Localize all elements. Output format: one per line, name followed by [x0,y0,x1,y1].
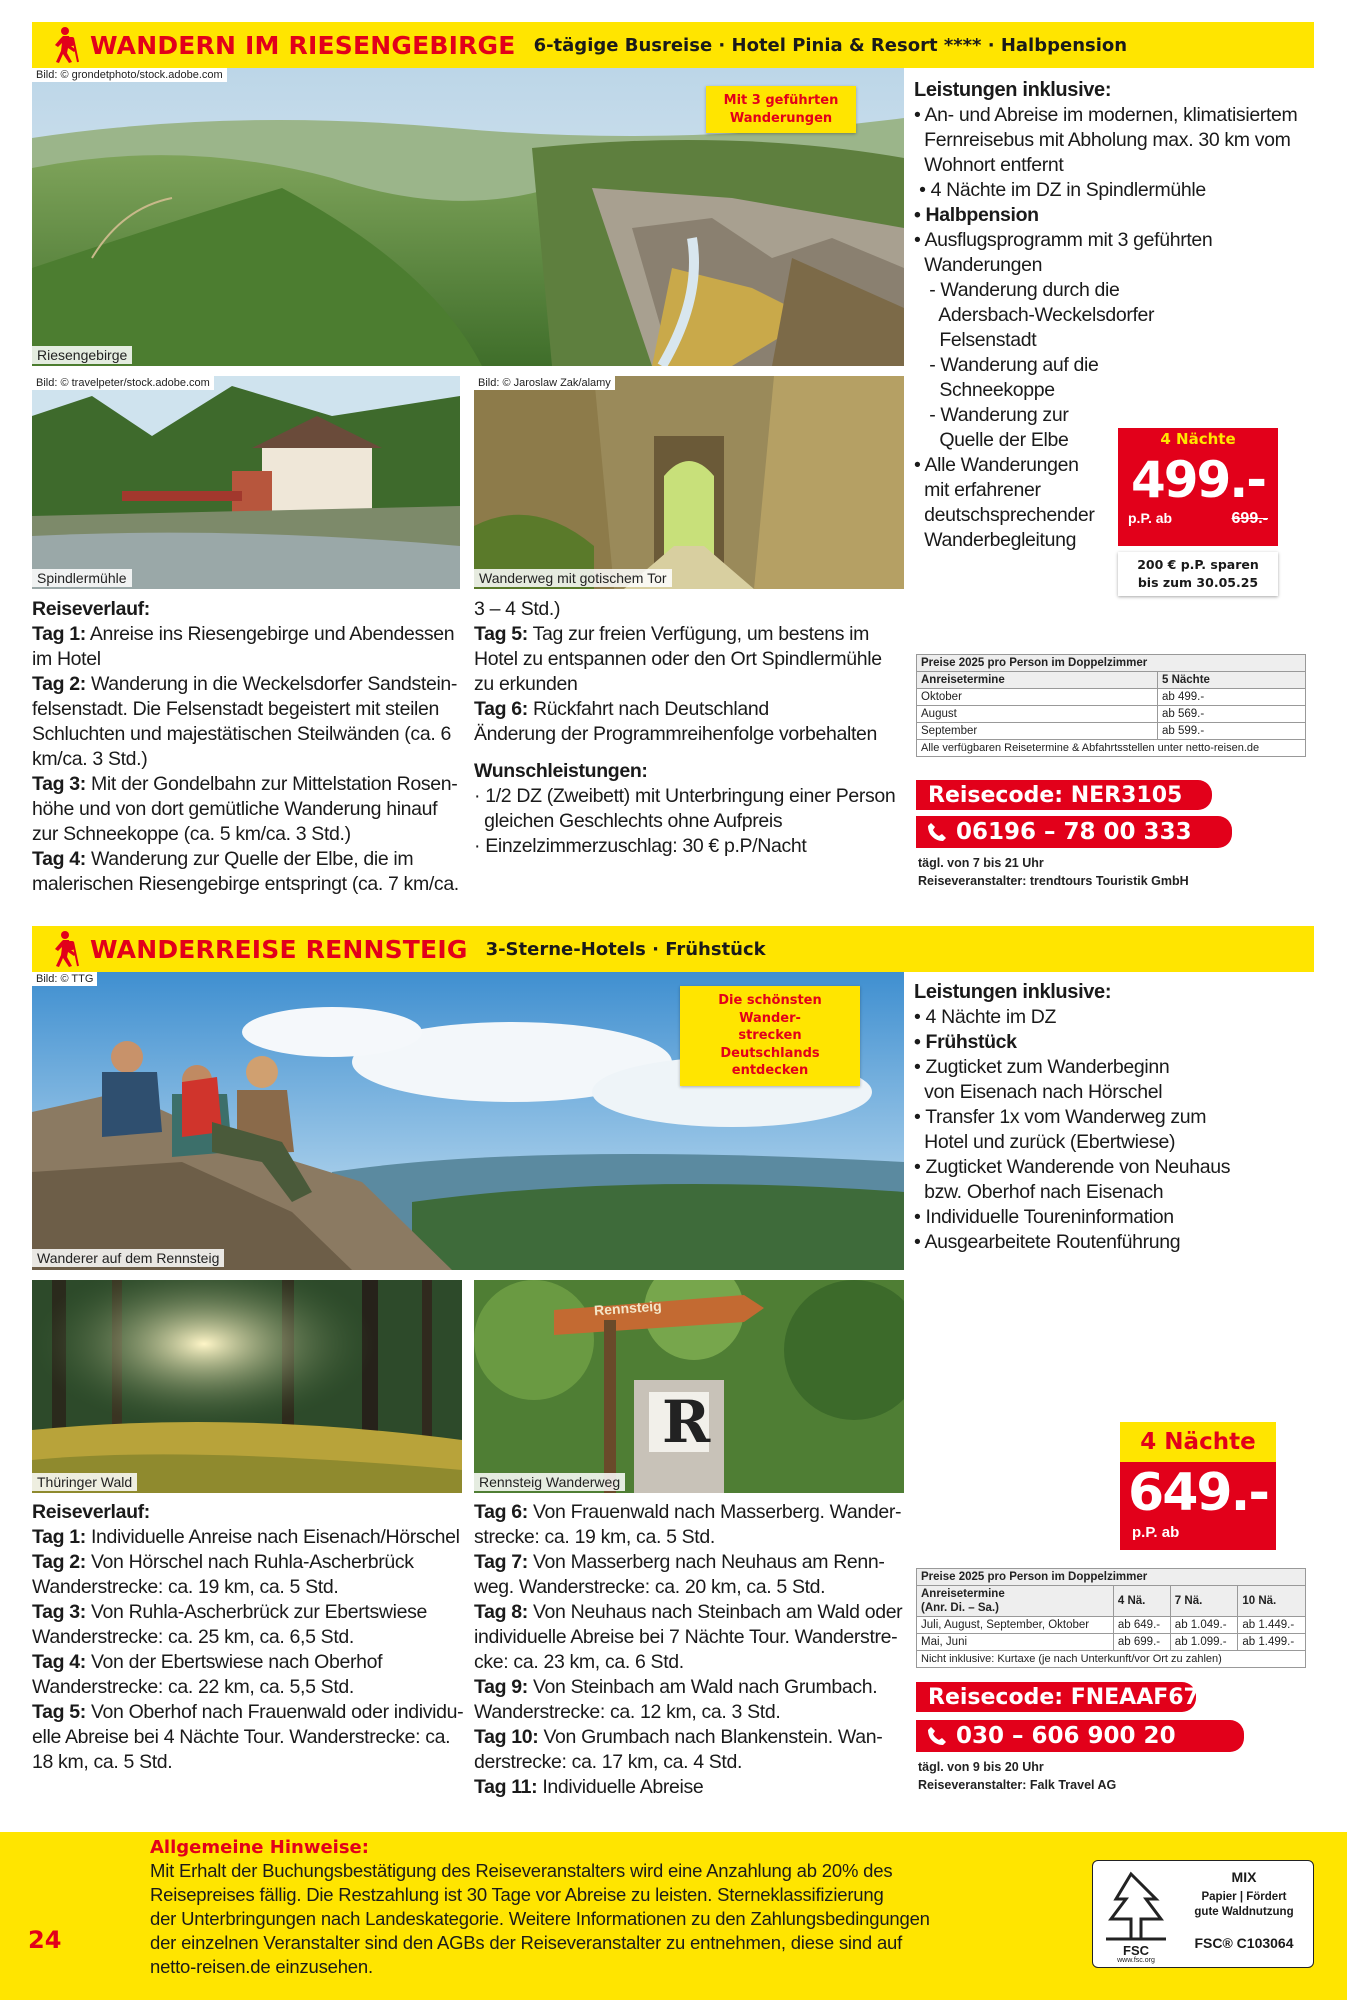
list-item: • Ausflugsprogramm mit 3 geführten [914,229,1213,251]
section1-reiseverlauf-col2 [474,597,906,859]
price-table: Preise 2025 pro Person im Doppelzimmer Anreisetermine (Anr. Di. – Sa.) 4 Nä. 7 Nä. 10 Nä. Juli, August, September, Oktober ab 649.- ab 1.049.- ab 1.449.- Mai, Juni ab 699.- ab 1.099.- ab 1.499.- Nicht inklusive: Kurtaxe (je nach Unterkunft/vor Ort zu zahlen) [916,1568,1306,1668]
day-label: Tag 5: [32,1701,86,1723]
page-number: 24 [28,1926,62,1954]
table-row: September ab 599.- [917,723,1306,740]
list-item: Schneekoppe [914,379,1055,401]
phone-badge[interactable] [916,816,1232,848]
text-line: Tag 4: Von der Ebertswiese nach Oberhof [32,1651,383,1673]
text-line: 18 km, ca. 5 Std. [32,1751,173,1773]
table-row: August ab 569.- [917,706,1306,723]
reisecode-badge: Reisecode: FNEAAF67 [916,1682,1196,1712]
text-line: Tag 1: Anreise ins Riesengebirge und Abendessen [32,623,455,645]
day-label: Tag 8: [474,1601,528,1623]
notes-title: Allgemeine Hinweise: [150,1837,369,1858]
text-line: Tag 4: Wanderung zur Quelle der Elbe, die im [32,848,414,870]
price-box [1120,1422,1276,1550]
phone-icon [926,821,948,843]
table-row: Juli, August, September, Oktober ab 649.- ab 1.049.- ab 1.449.- [917,1617,1306,1634]
rennsteig-sign-photo [474,1280,904,1493]
table-footer: Nicht inklusive: Kurtaxe (je nach Unterkunft/vor Ort zu zahlen) [917,1651,1306,1668]
phone-number: 030 – 606 900 20 [956,1723,1176,1749]
list-item: • An- und Abreise im modernen, klimatisiertem [914,104,1298,126]
list-item: • Individuelle Toureninformation [914,1206,1174,1228]
list-item: • 4 Nächte im DZ [914,1006,1057,1028]
guided-hikes-badge: Mit 3 geführten Wanderungen [706,86,856,133]
text-line: Wanderstrecke: ca. 19 km, ca. 5 Std. [32,1576,339,1598]
photo-credit: Bild: © Jaroslaw Zak/alamy [474,376,615,390]
text-line: 3 – 4 Std.) [474,598,561,620]
fsc-logo-text: FSC [1123,1943,1149,1958]
day-label: Tag 11: [474,1776,538,1798]
photo-caption: Riesengebirge [32,346,132,364]
leistungen-title: Leistungen inklusive: [914,981,1112,1003]
list-item: Hotel und zurück (Ebertwiese) [914,1131,1176,1153]
list-item: Fernreisebus mit Abholung max. 30 km vom [914,129,1291,151]
thueringer-wald-photo [32,1280,462,1493]
text-line: malerischen Riesengebirge entspringt (ca. 7 km/ca. [32,873,459,895]
phone-number: 06196 – 78 00 333 [956,819,1192,845]
day-label: Tag 4: [32,1651,86,1673]
day-label: Tag 10: [474,1726,539,1748]
reiseverlauf-title: Reiseverlauf: [32,598,150,620]
day-label: Tag 3: [32,1601,86,1623]
list-item: Felsenstadt [914,329,1037,351]
general-notes [150,1837,1070,1979]
operator: Reiseveranstalter: trendtours Touristik GmbH [918,874,1189,888]
list-item: deutschsprechender [914,504,1095,526]
text-line: felsenstadt. Die Felsenstadt begeistert mit steilen [32,698,440,720]
text-line: Wanderstrecke: ca. 12 km, ca. 3 Std. [474,1701,781,1723]
text-line: Tag 8: Von Neuhaus nach Steinbach am Wald oder [474,1601,903,1623]
hiker-icon [48,26,82,64]
text-line: Schluchten und majestätischen Steilwänden (ca. 6 [32,723,451,745]
list-item: mit erfahrener [914,479,1041,501]
sign-letter: R [662,1388,711,1456]
photo-caption: Rennsteig Wanderweg [474,1473,625,1491]
text-line: Hotel zu entspannen oder den Ort Spindlermühle [474,648,882,670]
text-line: Tag 1: Individuelle Anreise nach Eisenach/Hörschel [32,1526,460,1548]
day-label: Tag 4: [32,848,86,870]
section2-header [32,926,1314,972]
list-item: netto-reisen.de einzusehen. [150,1956,373,1977]
text-line: höhe und von dort gemütliche Wanderung hinauf [32,798,438,820]
text-line: zur Schneekoppe (ca. 5 km/ca. 3 Std.) [32,823,351,845]
best-trails-badge: Die schönsten Wander- strecken Deutschlands entdecken [680,986,860,1086]
list-item: der einzelnen Veranstalter sind den AGBs der Reiseveranstalter zu entnehmen, diese sind auf [150,1932,903,1953]
text-line: Tag 6: Rückfahrt nach Deutschland [474,698,769,720]
text-line: strecke: ca. 19 km, ca. 5 Std. [474,1526,715,1548]
list-item: · 1/2 DZ (Zweibett) mit Unterbringung einer Person [474,785,896,807]
photo-caption: Spindlermühle [32,569,132,587]
photo-credit: Bild: © grondetphoto/stock.adobe.com [32,68,227,82]
list-item: - Wanderung zur [914,404,1069,426]
list-item: Reisepreises fällig. Die Restzahlung ist 30 Tage vor Abreise zu leisten. Sterneklassifizierung [150,1884,884,1905]
phone-badge[interactable] [916,1720,1244,1752]
day-label: Tag 5: [474,623,528,645]
list-item: · Einzelzimmerzuschlag: 30 € p.P/Nacht [474,835,807,857]
table-row: Oktober ab 499.- [917,689,1306,706]
text-line: cke: ca. 23 km, ca. 6 Std. [474,1651,684,1673]
nights-label: 4 Nächte [1120,1422,1276,1462]
fsc-label [1092,1860,1314,1968]
table-row: Mai, Juni ab 699.- ab 1.099.- ab 1.499.- [917,1634,1306,1651]
price-amount: 499.- [1130,451,1266,509]
text-line: Änderung der Programmreihenfolge vorbehalten [474,723,878,745]
list-item: • 4 Nächte im DZ in Spindlermühle [914,179,1206,201]
price-pp-label: p.P. ab [1132,1524,1180,1541]
price-table: Preise 2025 pro Person im Doppelzimmer Anreisetermine 5 Nächte Oktober ab 499.- August ab 569.- September ab 599.- Alle verfügbaren Reisetermine & Abfahrtsstellen unter netto-reisen.de [916,654,1306,757]
section1-subtitle: 6-tägige Busreise · Hotel Pinia & Resort **** · Halbpension [533,34,1128,56]
table-title: Preise 2025 pro Person im Doppelzimmer [917,1569,1306,1586]
reiseverlauf-title: Reiseverlauf: [32,1501,150,1523]
day-label: Tag 3: [32,773,86,795]
list-item: • Ausgearbeitete Routenführung [914,1231,1181,1253]
list-item: • Transfer 1x vom Wanderweg zum [914,1106,1207,1128]
list-item: Quelle der Elbe [914,429,1069,451]
list-item: Mit Erhalt der Buchungsbestätigung des Reiseveranstalters wird eine Anzahlung ab 20% des [150,1860,893,1881]
price-pp-label: p.P. ab [1128,510,1173,526]
fsc-tree-icon [1101,1869,1171,1949]
text-line: Tag 5: Von Oberhof nach Frauenwald oder individu- [32,1701,464,1723]
text-line: Tag 9: Von Steinbach am Wald nach Grumbach. [474,1676,878,1698]
nights-label: 4 Nächte [1118,428,1278,450]
fsc-url: www.fsc.org [1117,1957,1155,1964]
list-item: Wanderbegleitung [914,529,1077,551]
section2-subtitle: 3-Sterne-Hotels · Frühstück [485,938,766,960]
section1-header [32,22,1314,68]
text-line: Tag 3: Von Ruhla-Ascherbrück zur Ebertswiese [32,1601,427,1623]
text-line: Tag 2: Wanderung in die Weckelsdorfer Sandstein- [32,673,458,695]
day-label: Tag 9: [474,1676,528,1698]
list-item: der Unterbringungen nach Landeskategorie. Weitere Informationen zu den Zahlungsbedingungen [150,1908,930,1929]
photo-caption: Thüringer Wald [32,1473,137,1491]
section1-reiseverlauf-col1 [32,597,462,897]
day-label: Tag 1: [32,1526,86,1548]
list-item: Wanderungen [914,254,1043,276]
list-item: • Halbpension [914,204,1039,226]
phone-icon [926,1725,948,1747]
table-footer: Alle verfügbaren Reisetermine & Abfahrtsstellen unter netto-reisen.de [917,740,1306,757]
list-item: Wohnort entfernt [914,154,1064,176]
list-item: - Wanderung durch die [914,279,1120,301]
text-line: Tag 10: Von Grumbach nach Blankenstein. Wan- [474,1726,883,1748]
text-line: km/ca. 3 Std.) [32,748,148,770]
text-line: Tag 5: Tag zur freien Verfügung, um bestens im [474,623,870,645]
list-item: • Frühstück [914,1031,1017,1053]
photo-caption: Wanderweg mit gotischem Tor [474,569,672,587]
day-label: Tag 2: [32,1551,86,1573]
photo-credit: Bild: © TTG [32,972,97,986]
fsc-line1: Papier | Fördert [1201,1891,1287,1903]
fsc-code: FSC® C103064 [1194,1935,1294,1951]
day-label: Tag 7: [474,1551,528,1573]
section2-reiseverlauf-col1 [32,1500,462,1775]
list-item: bzw. Oberhof nach Eisenach [914,1181,1164,1203]
section2-reiseverlauf-col2 [474,1500,906,1800]
list-item: • Alle Wanderungen [914,454,1079,476]
list-item: gleichen Geschlechts ohne Aufpreis [474,810,783,832]
text-line: Wanderstrecke: ca. 25 km, ca. 6,5 Std. [32,1626,354,1648]
list-item: • Zugticket Wanderende von Neuhaus [914,1156,1231,1178]
list-item: • Zugticket zum Wanderbeginn [914,1056,1170,1078]
wunsch-title: Wunschleistungen: [474,760,648,782]
price-amount: 649.- [1128,1463,1268,1523]
list-item: Adersbach-Weckelsdorfer [914,304,1155,326]
text-line: individuelle Abreise bei 7 Nächte Tour. Wanderstre- [474,1626,898,1648]
reisecode-badge: Reisecode: NER3105 [916,780,1212,810]
section1-title: WANDERN IM RIESENGEBIRGE [90,30,516,60]
text-line: weg. Wanderstrecke: ca. 20 km, ca. 5 Std. [474,1576,826,1598]
sign-text: Rennsteig [593,1297,663,1319]
text-line: zu erkunden [474,673,578,695]
text-line: Tag 7: Von Masserberg nach Neuhaus am Renn- [474,1551,885,1573]
day-label: Tag 6: [474,698,528,720]
photo-credit: Bild: © travelpeter/stock.adobe.com [32,376,214,390]
day-label: Tag 6: [474,1501,528,1523]
photo-caption: Wanderer auf dem Rennsteig [32,1249,224,1267]
day-label: Tag 2: [32,673,86,695]
spindlermuehle-photo [32,376,460,589]
gothic-gate-photo [474,376,904,589]
fsc-mix: MIX [1231,1869,1257,1885]
list-item: - Wanderung auf die [914,354,1099,376]
hiker-icon [48,930,82,968]
leistungen-title: Leistungen inklusive: [914,79,1112,101]
old-price: 699.- [1231,510,1268,527]
price-box [1118,428,1278,546]
operator: Reiseveranstalter: Falk Travel AG [918,1778,1117,1792]
savings-note: 200 € p.P. sparen bis zum 30.05.25 [1118,552,1278,596]
text-line: derstrecke: ca. 17 km, ca. 4 Std. [474,1751,743,1773]
text-line: im Hotel [32,648,101,670]
text-line: Wanderstrecke: ca. 22 km, ca. 5,5 Std. [32,1676,354,1698]
text-line: Tag 2: Von Hörschel nach Ruhla-Ascherbrück [32,1551,414,1573]
text-line: Tag 11: Individuelle Abreise [474,1776,704,1798]
hotline-hours: tägl. von 9 bis 20 Uhr [918,1760,1044,1774]
fsc-line2: gute Waldnutzung [1194,1906,1294,1918]
list-item: von Eisenach nach Hörschel [914,1081,1163,1103]
section2-title: WANDERREISE RENNSTEIG [90,934,468,964]
day-label: Tag 1: [32,623,86,645]
text-line: Tag 3: Mit der Gondelbahn zur Mittelstation Rosen- [32,773,458,795]
text-line: Tag 6: Von Frauenwald nach Masserberg. Wander- [474,1501,902,1523]
text-line: elle Abreise bei 4 Nächte Tour. Wanderstrecke: ca. [32,1726,451,1748]
table-title: Preise 2025 pro Person im Doppelzimmer [917,655,1306,672]
hotline-hours: tägl. von 7 bis 21 Uhr [918,856,1044,870]
leistungen-list [914,1005,1314,1255]
section2-leistungen [914,980,1314,1255]
